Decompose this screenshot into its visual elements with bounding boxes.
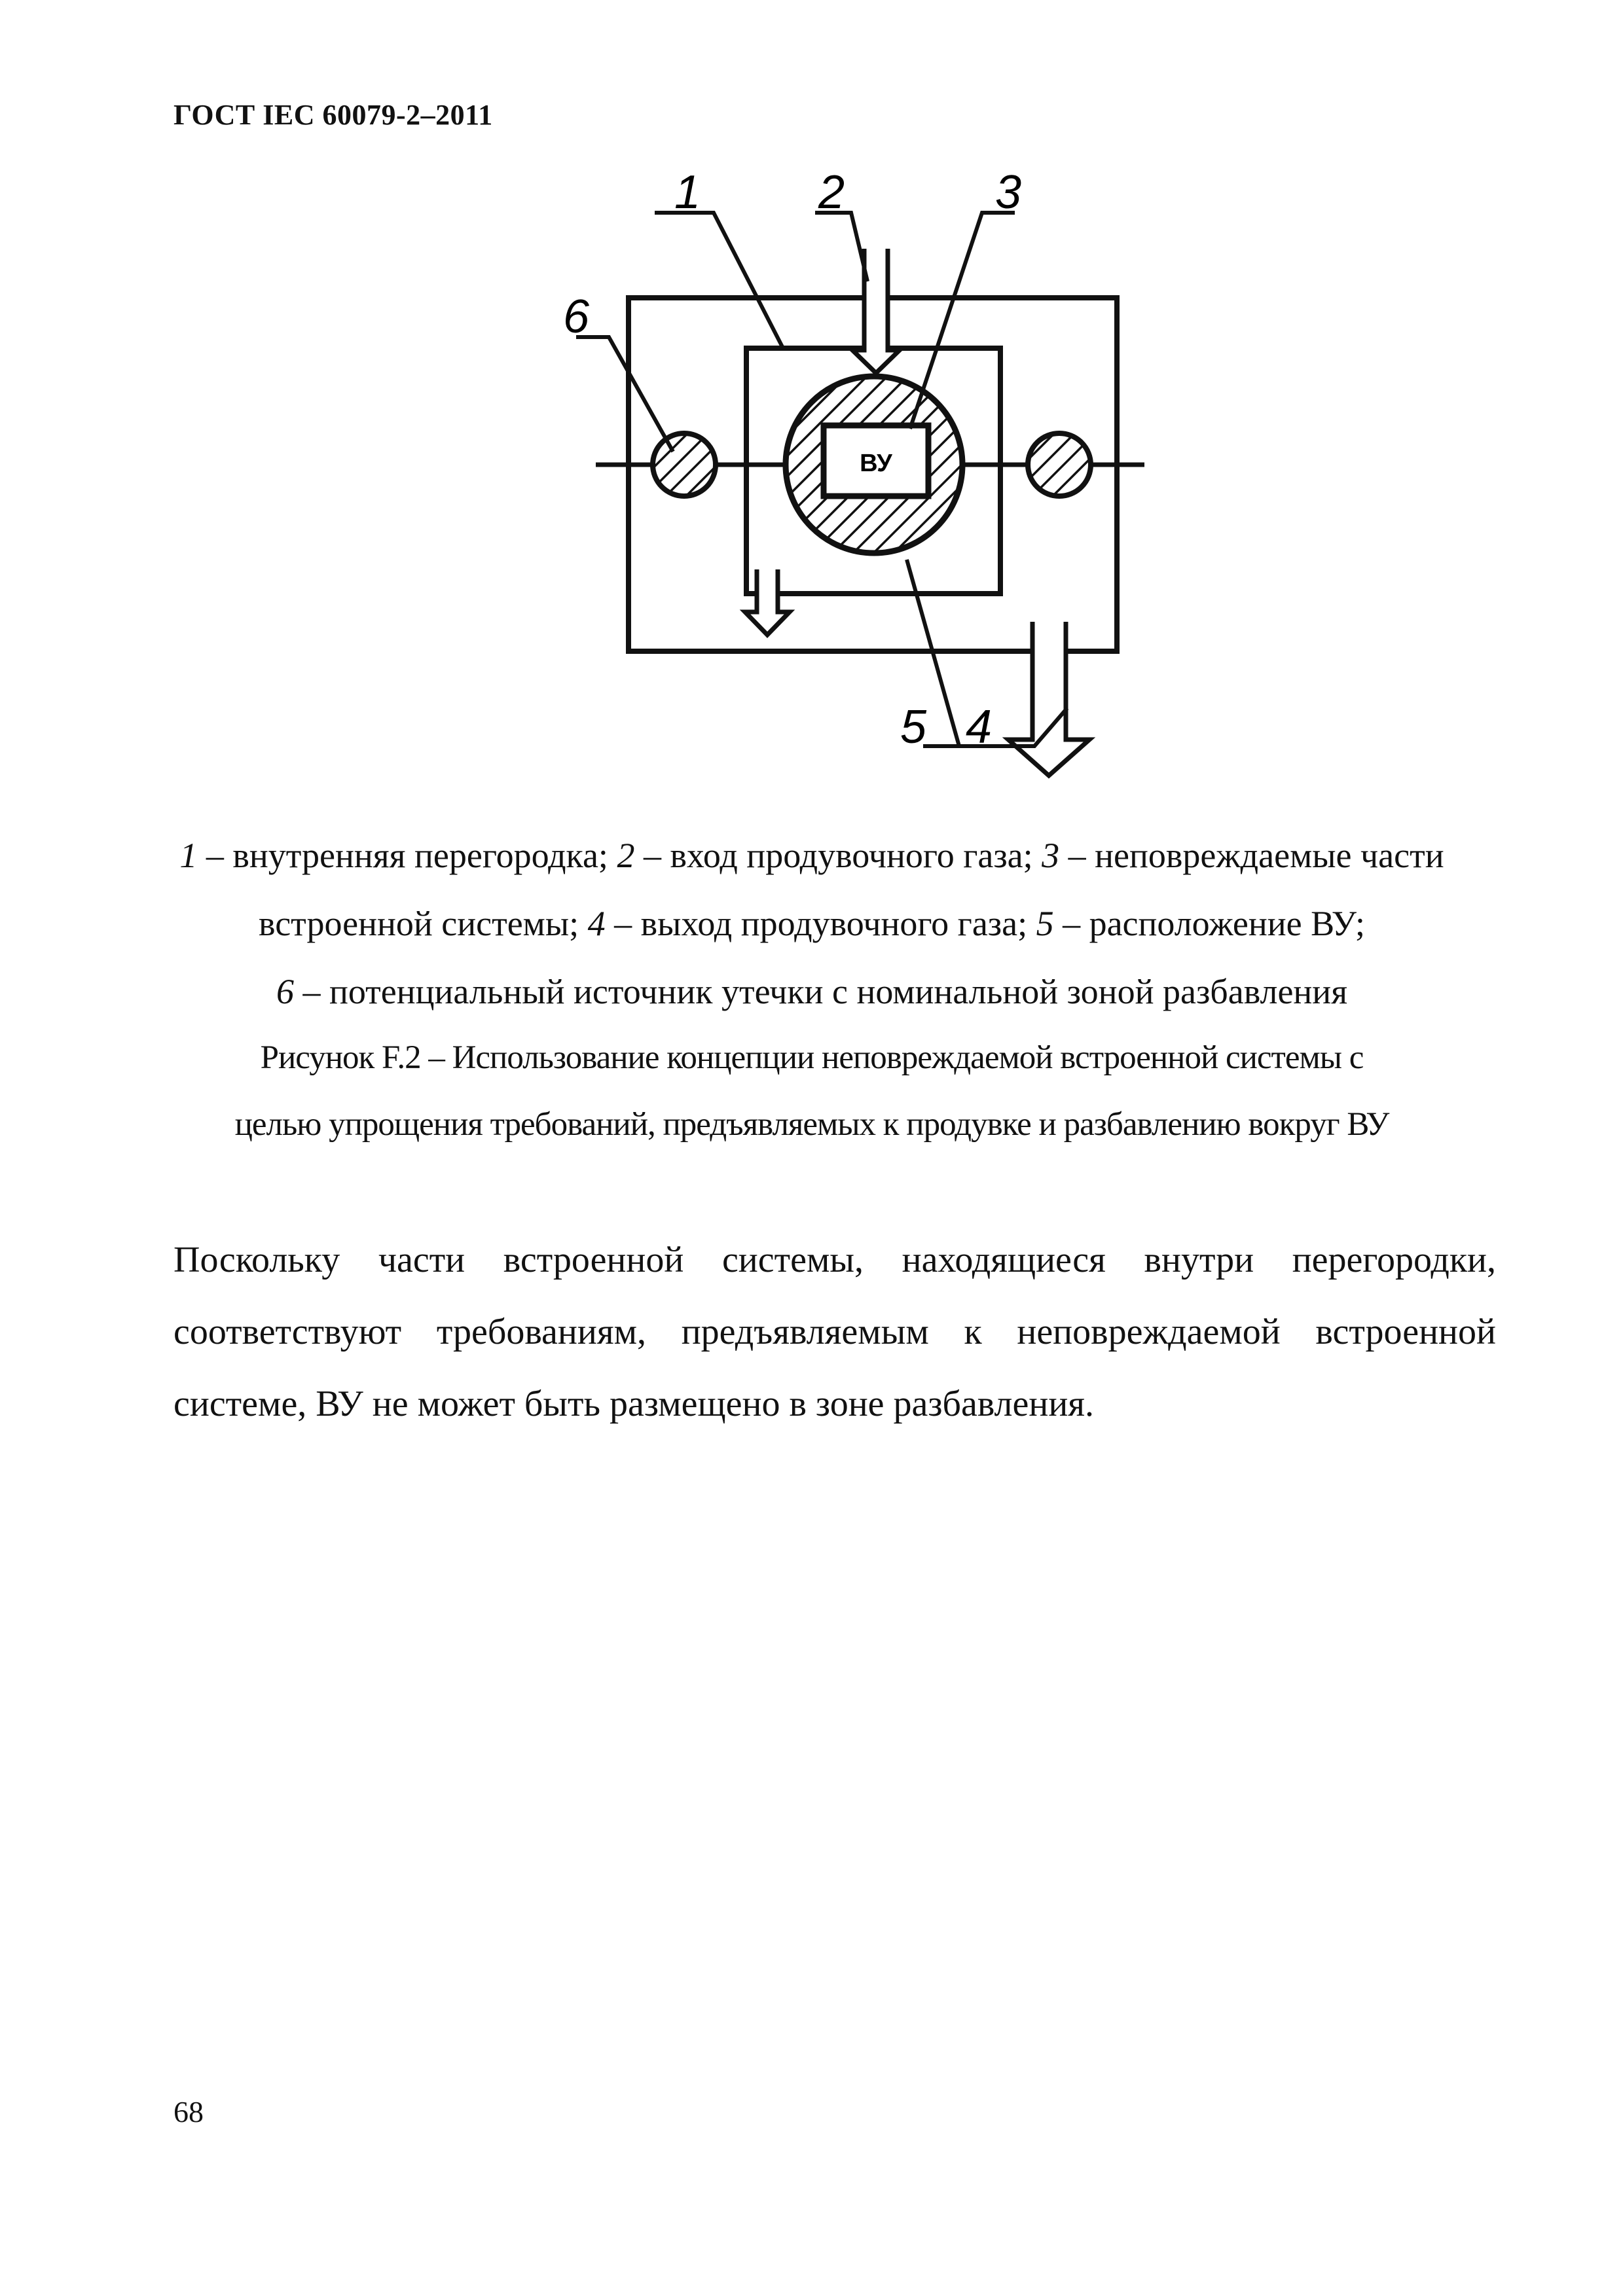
label-4: 4 [966,701,993,753]
diagram-svg [563,166,1165,812]
document-header: ГОСТ IEC 60079-2–2011 [173,99,493,131]
body-paragraph [173,1224,1496,1440]
paragraph-line-3: системе, ВУ не может быть размещено в зоне разбавления. [173,1384,1095,1424]
legend-num: 4 [587,904,606,943]
leader-1 [655,213,782,347]
inlet-arrow [852,249,900,373]
legend-text: – расположение ВУ; [1053,904,1365,943]
legend-text: – вход продувочного газа; [634,836,1042,875]
legend-num: 1 [179,836,198,875]
legend-text: – внутренняя перегородка; [197,836,617,875]
legend-text: – выход продувочного газа; [605,904,1036,943]
legend-num: 6 [276,972,294,1011]
caption-line-1: Рисунок F.2 – Использование концепции неповреждаемой встроенной системы с [260,1039,1364,1076]
label-5: 5 [900,701,927,753]
legend-text: – потенциальный источник утечки с номинальной зоной разбавления [293,972,1348,1011]
figure-legend [170,821,1453,1026]
label-2: 2 [818,166,845,219]
legend-num: 3 [1042,836,1060,875]
paragraph-line-2: соответствуют требованиям, предъявляемым к неповреждаемой встроенной [173,1312,1496,1352]
leak-source-right [1028,433,1091,496]
label-3: 3 [995,166,1022,219]
legend-num: 5 [1036,904,1054,943]
paragraph-line-1: Поскольку части встроенной системы, находящиеся внутри перегородки, [173,1240,1496,1280]
leader-6 [576,337,673,452]
label-1: 1 [674,166,701,219]
figure-diagram [563,166,1165,812]
leader-2 [815,213,867,281]
center-label: ВУ [860,450,892,477]
figure-caption [170,1024,1453,1158]
leak-source-left [653,433,716,496]
label-6: 6 [563,291,590,343]
caption-line-2: целью упрощения требований, предъявляемых к продувке и разбавлению вокруг ВУ [234,1106,1389,1143]
outlet-arrow [1008,622,1089,776]
legend-num: 2 [617,836,635,875]
legend-text: – неповреждаемые части встроенной системы; [259,836,1444,943]
page-number: 68 [173,2095,204,2128]
